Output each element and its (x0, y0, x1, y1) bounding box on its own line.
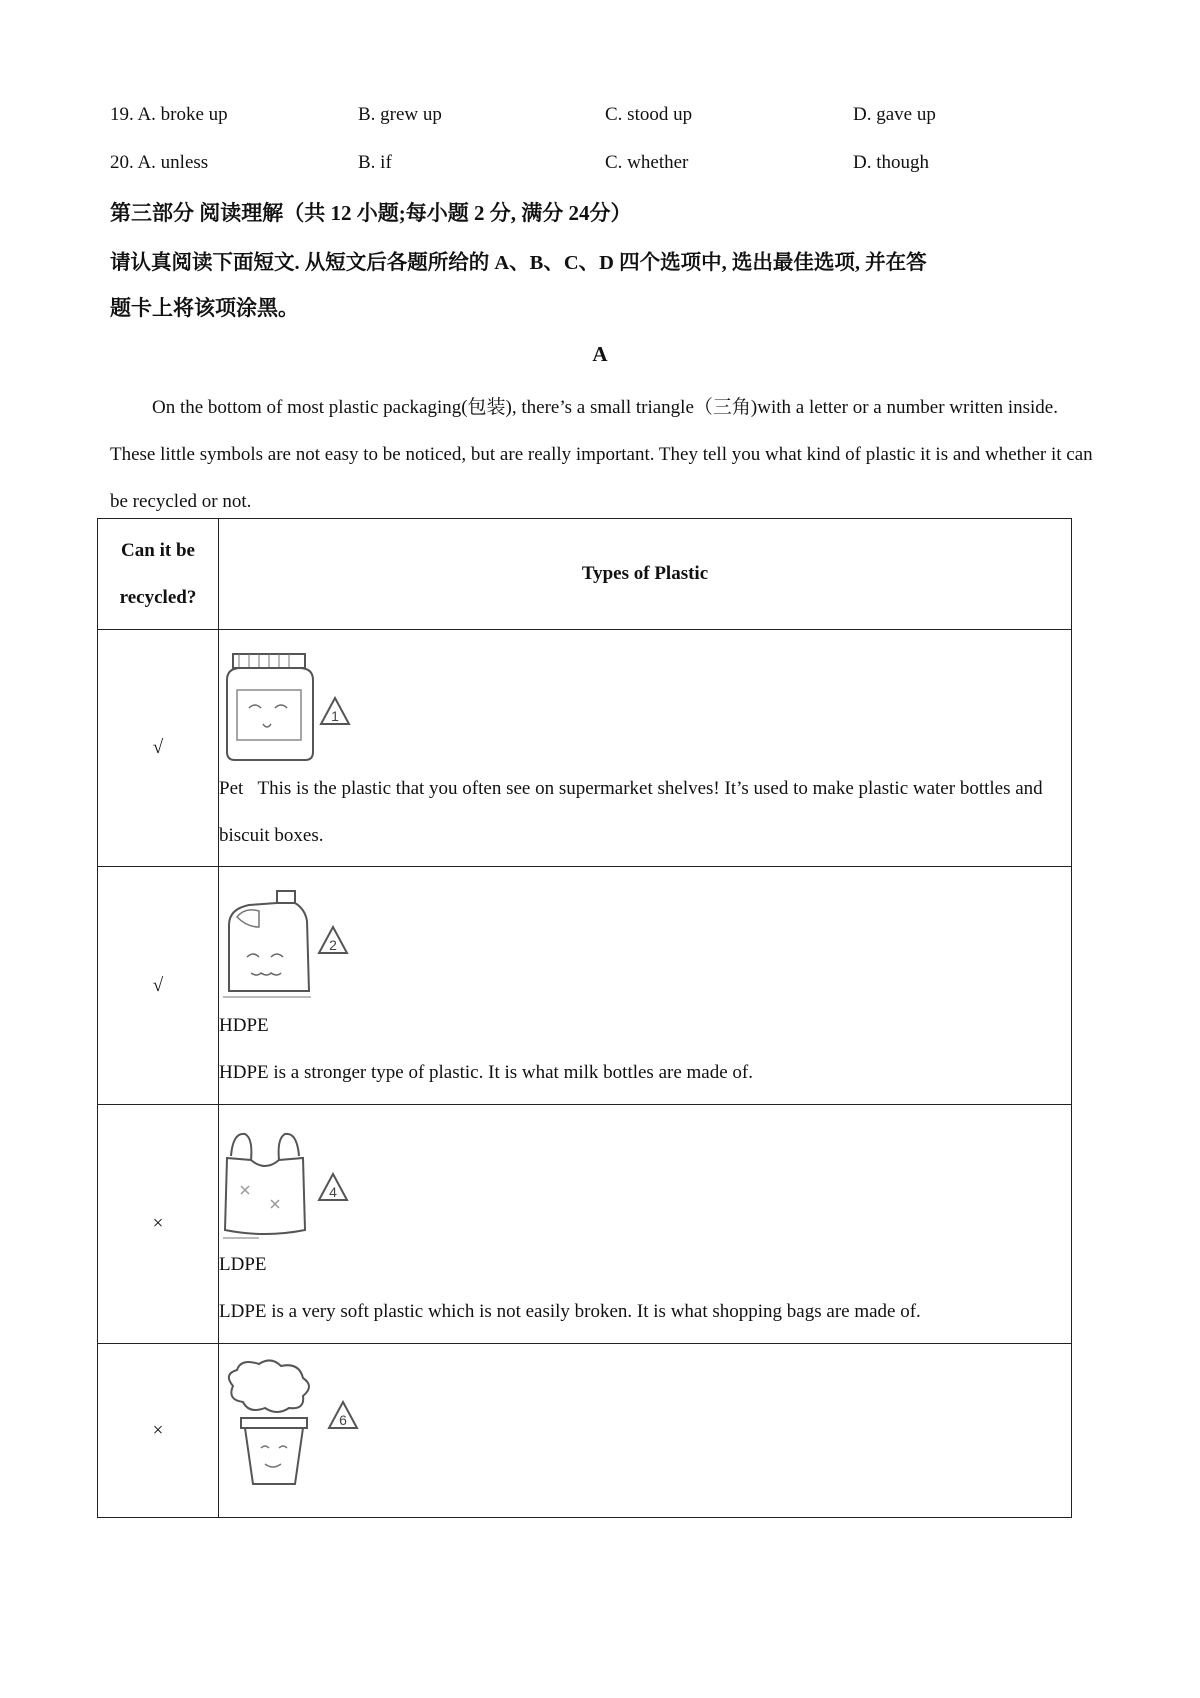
jug-icon (219, 887, 359, 1002)
question-20-option-b: B. if (358, 152, 392, 173)
plastic-description: This is the plastic that you often see on supermarket shelves! It’s used to make plastic water bottles and biscuit boxes. (219, 777, 1043, 846)
recycle-code-2: 2 (329, 937, 337, 953)
question-19-option-b: B. grew up (358, 104, 442, 125)
recyclable-mark: √ (98, 630, 219, 867)
plastic-table (97, 518, 1072, 1518)
plastic-name: HDPE (219, 1015, 269, 1036)
plastic-description: HDPE is a stronger type of plastic. It is what milk bottles are made of. (219, 1062, 753, 1083)
plastic-name: Pet (219, 777, 244, 799)
header-recyclable-cell (98, 519, 219, 630)
recyclable-mark: × (98, 1344, 219, 1518)
section-title: 第三部分 阅读理解（共 12 小题;每小题 2 分, 满分 24分） (110, 201, 632, 225)
cup-icon (219, 1356, 369, 1491)
question-19-option-a: 19. A. broke up (110, 104, 228, 125)
passage-letter: A (592, 342, 608, 366)
recycle-code-1: 1 (331, 707, 339, 724)
question-20-option-a: 20. A. unless (110, 152, 209, 173)
table-row (98, 1105, 1072, 1344)
plastic-description-cell (219, 867, 1072, 1105)
instruction-line-1: 请认真阅读下面短文. 从短文后各题所给的 A、B、C、D 四个选项中, 选出最佳选项, 并在答 (110, 252, 927, 274)
instruction-line-2: 题卡上将该项涂黑。 (110, 296, 299, 320)
question-20-option-c: C. whether (605, 152, 689, 173)
jar-icon (219, 650, 359, 765)
table-row (98, 867, 1072, 1105)
header-types-cell (219, 519, 1072, 630)
recycle-code-6: 6 (339, 1412, 347, 1428)
question-19-option-d: D. gave up (853, 104, 936, 125)
recyclable-mark: √ (98, 867, 219, 1105)
table-row (98, 1344, 1072, 1518)
plastic-description-cell (219, 1105, 1072, 1344)
plastic-name: LDPE (219, 1253, 267, 1275)
plastic-description: LDPE is a very soft plastic which is not easily broken. It is what shopping bags are made of. (219, 1300, 921, 1322)
intro-paragraph: On the bottom of most plastic packaging(包装), there’s a small triangle（三角)with a letter or a number written inside. These little symbols are not easy to be noticed, but are really important. They tell you what kind of plastic it is and whether it can be recycled or not. (110, 397, 1093, 512)
question-20-option-d: D. though (853, 152, 929, 173)
plastic-text (219, 765, 1071, 859)
table-row (98, 630, 1072, 867)
header-types: Types of Plastic (581, 563, 709, 584)
question-19-option-c: C. stood up (605, 104, 693, 125)
plastic-description-cell (219, 1344, 1072, 1518)
recycle-code-4: 4 (329, 1183, 337, 1200)
plastic-description-cell (219, 630, 1072, 867)
header-recyclable: Can it be recycled? (119, 540, 197, 608)
recyclable-mark: × (98, 1105, 219, 1344)
table-header-row (98, 519, 1072, 630)
shopping-bag-icon (219, 1126, 359, 1241)
